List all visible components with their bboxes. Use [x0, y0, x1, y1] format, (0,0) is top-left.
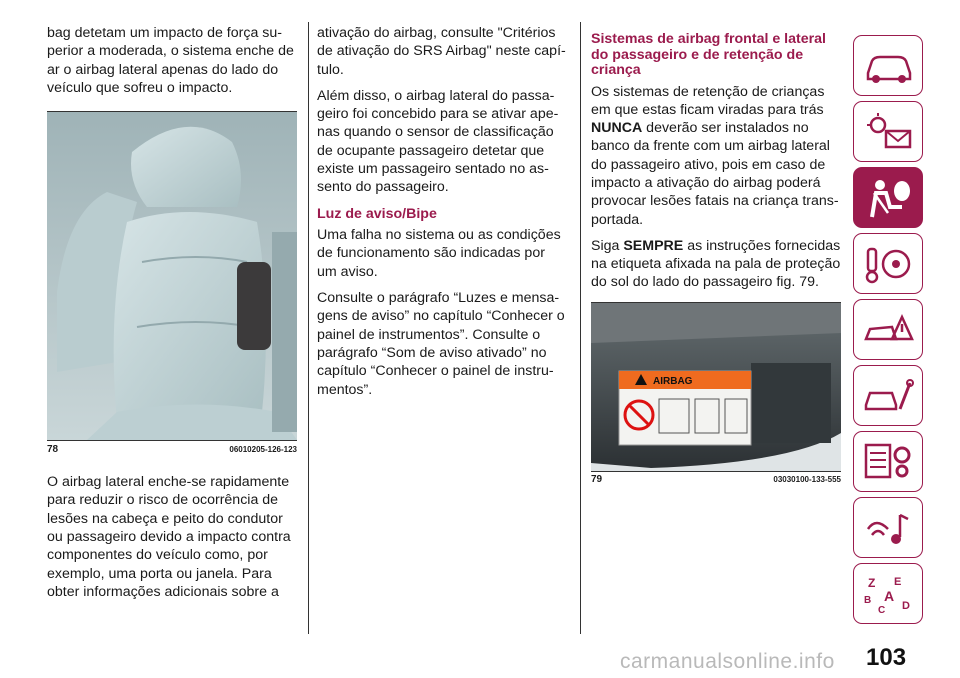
- car-dashboard-icon: [862, 45, 914, 87]
- figure-number: 78: [47, 443, 59, 455]
- svg-text:Z: Z: [868, 575, 876, 590]
- paragraph: Uma falha no sistema ou as condições de funcionamento são indicadas por um aviso.: [317, 227, 561, 280]
- section-heading: Luz de aviso/Bipe: [317, 205, 437, 222]
- airbag-warning-label: [619, 371, 751, 445]
- paragraph: Consulte o parágrafo “Luzes e mensa-gens de aviso” no capítulo “Conhecer o painel de instrumentos”. Consulte o parágrafo “Som de aviso ativado” no capítulo “Conhecer o painel de instru-mentos”.: [317, 290, 565, 398]
- tab-dashboard[interactable]: [853, 35, 923, 96]
- column-divider: [580, 22, 581, 634]
- figure-79: [591, 302, 841, 486]
- specifications-gears-icon: [862, 441, 914, 483]
- chapter-sidebar: [853, 35, 925, 629]
- paragraph: ativação do airbag, consulte "Critérios de ativação do SRS Airbag" neste capí-tulo.: [317, 25, 566, 78]
- tab-multimedia[interactable]: [853, 497, 923, 558]
- section-heading: Sistemas de airbag frontal e lateral do passageiro e de retenção de criança: [591, 31, 826, 78]
- key-steering-wheel-icon: [862, 243, 914, 285]
- paragraph: Os sistemas de retenção de crianças em que estas ficam viradas para trás NUNCA deverão ser instalados no banco da frente com um airbag lateral do passageiro ativo, pois em caso de impacto a ativação do airbag poderá provocar lesões fatais na criança trans-portada.: [591, 83, 839, 228]
- seat-photo: [47, 112, 297, 440]
- car-maintenance-wrench-icon: [862, 375, 914, 417]
- tab-warning-lights[interactable]: [853, 101, 923, 162]
- figure-number: 79: [591, 474, 603, 486]
- paragraph: O airbag lateral enche-se rapidamente para reduzir o risco de ocorrência de lesões na cabeça e peito do condutor ou passageiro devido a impacto contra componentes do veículo como, por exemplo, uma porta ou janela. Para obter informações adicionais sobre a: [47, 474, 291, 600]
- tab-safety[interactable]: [853, 167, 923, 228]
- paragraph: bag detetam um impacto de força su-perior a moderada, o sistema enche de ar o airbag lateral apenas do lado do veículo que sofreu o impacto.: [47, 25, 294, 96]
- column-1: [47, 24, 297, 609]
- tab-starting-driving[interactable]: [853, 233, 923, 294]
- svg-text:A: A: [884, 587, 895, 604]
- sun-visor-photo: [591, 303, 841, 471]
- paragraph: Além disso, o airbag lateral do passa-geiro foi concebido para se ativar ape-nas quando o sensor de classificação de ocupante passageiro detetar que existe um passageiro sentado no as-sento do passageiro.: [317, 87, 559, 196]
- paragraph: Siga SEMPRE as instruções fornecidas na etiqueta afixada na pala de proteção do sol do lado do passageiro fig. 79.: [591, 237, 841, 291]
- svg-text:B: B: [864, 594, 872, 606]
- page-number: 103: [866, 644, 907, 671]
- column-3: [591, 32, 841, 486]
- alphabetical-index-icon: [862, 573, 914, 615]
- seatbelt-airbag-icon: [862, 177, 914, 219]
- warning-lights-envelope-icon: [862, 111, 914, 153]
- svg-text:D: D: [902, 599, 910, 612]
- tab-emergency[interactable]: [853, 299, 923, 360]
- figure-code: 03030100-133-555: [773, 475, 841, 485]
- multimedia-music-icon: [862, 507, 914, 549]
- tab-index[interactable]: [853, 563, 923, 624]
- tab-technical-data[interactable]: [853, 431, 923, 492]
- label-text: AIRBAG: [653, 375, 693, 387]
- svg-text:E: E: [894, 575, 902, 588]
- column-2: [317, 24, 567, 407]
- figure-78: [47, 111, 297, 455]
- car-breakdown-warning-icon: [862, 309, 914, 351]
- svg-text:C: C: [878, 604, 886, 615]
- column-divider: [308, 22, 309, 634]
- tab-maintenance[interactable]: [853, 365, 923, 426]
- figure-code: 06010205-126-123: [229, 444, 297, 454]
- watermark: carmanualsonline.info: [620, 650, 835, 673]
